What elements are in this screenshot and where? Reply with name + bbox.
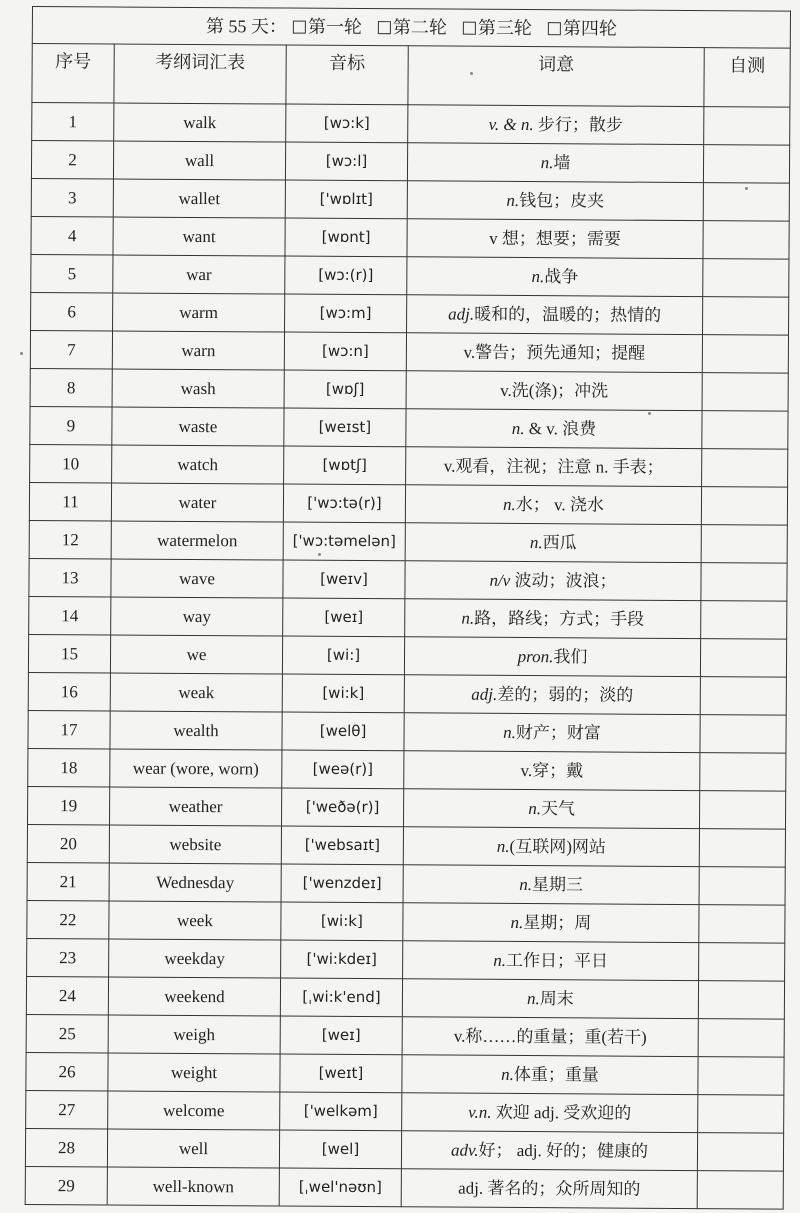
row-meaning <box>405 561 701 601</box>
row-number: 25 <box>26 1014 108 1053</box>
row-word: we <box>110 635 282 674</box>
meaning-text: v 想；想要；需要 <box>489 228 622 249</box>
row-word: warm <box>113 293 285 332</box>
header-meaning: 词意 <box>408 46 704 107</box>
row-meaning <box>405 523 701 563</box>
table-row <box>30 330 788 373</box>
round-4-checkbox[interactable] <box>548 22 561 35</box>
table-row <box>32 103 790 146</box>
meaning-text: v.观看，注视；注意 n. 手表； <box>443 456 664 477</box>
table-row <box>29 558 787 601</box>
meaning-text: v.洗(涤)；冲洗 <box>500 380 609 401</box>
meaning-text: adj. 著名的；众所周知的 <box>458 1178 641 1199</box>
part-of-speech: n. <box>540 153 554 173</box>
table-row <box>25 1166 783 1209</box>
row-word: wealth <box>110 711 282 750</box>
table-row <box>29 520 787 563</box>
scan-speck <box>318 553 321 556</box>
round-2-checkbox[interactable] <box>378 21 391 34</box>
scan-speck <box>745 187 748 190</box>
part-of-speech: adj. <box>448 304 475 324</box>
meaning-text: 钱包；皮夹 <box>519 190 605 211</box>
scan-speck <box>470 72 473 75</box>
row-phonetic: [weə(r)] <box>282 750 404 789</box>
row-phonetic: [wɒʃ] <box>284 370 406 409</box>
row-meaning <box>403 865 699 905</box>
table-row <box>30 444 788 487</box>
row-phonetic: [ˌwel'nəʊn] <box>279 1168 401 1207</box>
meaning-text: 暖和的，温暖的；热情的 <box>474 304 662 325</box>
meaning-text: 西瓜 <box>542 533 577 553</box>
row-phonetic: [wi:k] <box>281 902 403 941</box>
row-self-test-cell[interactable] <box>703 259 789 298</box>
table-row <box>27 900 785 943</box>
row-meaning <box>402 1055 698 1095</box>
row-self-test-cell[interactable] <box>699 867 785 906</box>
row-phonetic: [wel] <box>279 1130 401 1169</box>
meaning-text: 欢迎 adj. 受欢迎的 <box>491 1102 632 1123</box>
row-meaning <box>407 295 703 335</box>
row-phonetic: [weɪv] <box>283 560 405 599</box>
row-meaning <box>407 257 703 297</box>
row-word: weekend <box>108 977 280 1016</box>
row-self-test-cell[interactable] <box>699 829 785 868</box>
meaning-text: v.穿；戴 <box>520 760 584 781</box>
row-number: 17 <box>28 710 110 749</box>
meaning-text: 好； adj. 好的；健康的 <box>478 1140 649 1161</box>
row-self-test-cell[interactable] <box>701 487 787 526</box>
row-meaning <box>408 105 704 145</box>
header-number: 序号 <box>32 44 114 103</box>
row-word: week <box>109 901 281 940</box>
row-meaning <box>405 599 701 639</box>
row-phonetic: [wɒtʃ] <box>284 446 406 485</box>
row-word: weekday <box>109 939 281 978</box>
row-self-test-cell[interactable] <box>700 639 786 678</box>
round-1-checkbox[interactable] <box>293 21 306 34</box>
sheet-title <box>32 7 790 49</box>
part-of-speech: n. <box>528 799 542 819</box>
row-word: way <box>111 597 283 636</box>
part-of-speech: n/v <box>489 570 511 590</box>
row-phonetic: [weɪst] <box>284 408 406 447</box>
meaning-text: v.称……的重量；重(若干) <box>453 1026 647 1047</box>
row-word: website <box>109 825 281 864</box>
meaning-text: & v. 浪费 <box>524 419 597 439</box>
row-self-test-cell[interactable] <box>702 335 788 374</box>
row-word: wash <box>112 369 284 408</box>
row-meaning <box>403 789 699 829</box>
meaning-text: 墙 <box>553 153 571 173</box>
row-phonetic: [weɪt] <box>280 1054 402 1093</box>
meaning-text: 体重；重量 <box>513 1064 599 1085</box>
table-row <box>27 938 785 981</box>
row-phonetic: [weɪ] <box>283 598 405 637</box>
row-self-test-cell[interactable] <box>699 791 785 830</box>
row-self-test-cell[interactable] <box>703 221 789 260</box>
row-phonetic: [wi:k] <box>282 674 404 713</box>
table-row <box>29 596 787 639</box>
row-self-test-cell[interactable] <box>697 1171 783 1210</box>
row-self-test-cell[interactable] <box>700 715 786 754</box>
row-phonetic: ['weðə(r)] <box>281 788 403 827</box>
row-self-test-cell[interactable] <box>699 905 785 944</box>
row-word: Wednesday <box>109 863 281 902</box>
row-number: 10 <box>30 444 112 483</box>
row-number: 26 <box>26 1052 108 1091</box>
row-number: 9 <box>30 406 112 445</box>
row-number: 1 <box>32 103 114 142</box>
part-of-speech: n. <box>519 874 533 895</box>
meaning-text: 星期三 <box>531 875 584 895</box>
part-of-speech: n. <box>461 608 475 628</box>
row-phonetic: ['wɔ:təmelən] <box>283 522 405 561</box>
row-phonetic: ['wi:kdeɪ] <box>281 940 403 979</box>
vocabulary-table <box>25 6 791 1210</box>
table-row <box>27 862 785 905</box>
table-row <box>29 482 787 525</box>
table-row <box>27 824 785 867</box>
row-meaning <box>402 1093 698 1133</box>
row-meaning <box>403 941 699 981</box>
part-of-speech: v. & n. <box>488 114 534 135</box>
row-number: 11 <box>29 482 111 521</box>
row-number: 22 <box>27 900 109 939</box>
row-self-test-cell[interactable] <box>701 563 787 602</box>
row-meaning <box>407 143 703 183</box>
row-number: 27 <box>26 1090 108 1129</box>
row-self-test-cell[interactable] <box>700 677 786 716</box>
row-meaning <box>407 219 703 259</box>
part-of-speech: n. <box>502 494 516 514</box>
meaning-text: 我们 <box>553 647 588 667</box>
round-1-label: 第一轮 <box>307 16 362 38</box>
row-meaning <box>401 1169 697 1209</box>
row-word: war <box>113 255 285 294</box>
row-number: 7 <box>30 330 112 369</box>
row-word: water <box>111 483 283 522</box>
table-row <box>25 1128 783 1171</box>
row-phonetic: [wɔ:(r)] <box>285 256 407 295</box>
row-self-test-cell[interactable] <box>703 297 789 336</box>
row-meaning <box>406 409 702 449</box>
row-phonetic: ['wenzdeɪ] <box>281 864 403 903</box>
row-meaning <box>403 903 699 943</box>
scan-speck <box>648 412 651 415</box>
header-phonetic: 音标 <box>286 45 408 105</box>
row-phonetic: ['wɒlɪt] <box>285 180 407 219</box>
row-word: weight <box>108 1053 280 1092</box>
meaning-text: 波动；波浪； <box>510 570 617 591</box>
row-phonetic: [wɔ:k] <box>286 104 408 143</box>
row-word: walk <box>114 103 286 142</box>
row-self-test-cell[interactable] <box>701 601 787 640</box>
part-of-speech: n. <box>503 722 517 742</box>
round-3-checkbox[interactable] <box>463 22 476 35</box>
header-word: 考纲词汇表 <box>114 44 286 104</box>
row-self-test-cell[interactable] <box>704 107 790 146</box>
row-word: weather <box>109 787 281 826</box>
part-of-speech: pron. <box>517 646 554 667</box>
table-row <box>30 368 788 411</box>
row-meaning <box>404 637 700 677</box>
row-phonetic: [weɪ] <box>280 1016 402 1055</box>
row-self-test-cell[interactable] <box>699 943 785 982</box>
row-number: 14 <box>29 596 111 635</box>
row-self-test-cell[interactable] <box>702 411 788 450</box>
row-word: weak <box>110 673 282 712</box>
row-word: wear (wore, worn) <box>110 749 282 788</box>
round-4-label: 第四轮 <box>562 18 617 39</box>
row-self-test-cell[interactable] <box>702 449 788 488</box>
row-number: 12 <box>29 520 111 559</box>
part-of-speech: n. <box>501 1064 514 1084</box>
row-number: 28 <box>25 1128 107 1167</box>
row-self-test-cell[interactable] <box>698 981 784 1020</box>
table-row <box>26 1090 784 1133</box>
table-row <box>31 216 789 259</box>
meaning-text: 工作日；平日 <box>505 950 609 971</box>
vocabulary-sheet <box>25 6 790 1210</box>
row-self-test-cell[interactable] <box>698 1019 784 1058</box>
table-row <box>31 254 789 297</box>
table-row <box>30 406 788 449</box>
row-meaning <box>407 181 703 221</box>
row-number: 3 <box>31 178 113 217</box>
meaning-text: 步行；散步 <box>533 115 623 135</box>
row-meaning <box>404 675 700 715</box>
row-number: 24 <box>26 976 108 1015</box>
table-row <box>28 786 786 829</box>
row-self-test-cell[interactable] <box>702 373 788 412</box>
header-self-test: 自测 <box>704 48 790 108</box>
meaning-text: 战争 <box>544 267 579 287</box>
row-word: wallet <box>113 179 285 218</box>
meaning-text: (互联网)网站 <box>509 836 606 857</box>
row-number: 13 <box>29 558 111 597</box>
row-self-test-cell[interactable] <box>698 1095 784 1134</box>
meaning-text: 周末 <box>539 989 574 1009</box>
row-word: watch <box>112 445 284 484</box>
row-phonetic: [ˌwi:k'end] <box>280 978 402 1017</box>
row-word: well-known <box>107 1167 279 1206</box>
meaning-text: 财产；财富 <box>515 722 602 743</box>
table-row <box>28 672 786 715</box>
row-word: wall <box>113 141 285 180</box>
row-self-test-cell[interactable] <box>698 1057 784 1096</box>
part-of-speech: adv. <box>450 1140 479 1160</box>
part-of-speech: n. <box>529 533 543 553</box>
part-of-speech: n. <box>506 190 520 210</box>
row-meaning <box>402 979 698 1019</box>
part-of-speech: n. <box>527 989 540 1009</box>
row-phonetic: ['websaɪt] <box>281 826 403 865</box>
round-2-label: 第二轮 <box>392 17 447 38</box>
table-row <box>28 748 786 791</box>
part-of-speech: n. <box>496 836 510 856</box>
meaning-text: 差的；弱的；淡的 <box>497 684 634 705</box>
row-phonetic: [wɒnt] <box>285 218 407 257</box>
meaning-text: 星期；周 <box>523 913 592 933</box>
row-word: want <box>113 217 285 256</box>
row-number: 6 <box>31 292 113 331</box>
row-number: 2 <box>31 141 113 180</box>
row-number: 21 <box>27 862 109 901</box>
row-phonetic: ['wɔ:tə(r)] <box>283 484 405 523</box>
row-meaning <box>404 713 700 753</box>
table-row <box>31 178 789 221</box>
row-number: 5 <box>31 254 113 293</box>
table-row <box>26 976 784 1019</box>
scan-speck <box>20 352 23 355</box>
row-meaning <box>401 1131 697 1171</box>
row-number: 16 <box>28 672 110 711</box>
row-meaning <box>402 1017 698 1057</box>
header-row <box>32 44 790 108</box>
table-row <box>31 141 789 184</box>
row-word: waste <box>112 407 284 446</box>
row-number: 15 <box>28 634 110 673</box>
part-of-speech: n. <box>531 267 545 287</box>
part-of-speech: n. <box>493 950 507 970</box>
row-self-test-cell[interactable] <box>703 145 789 184</box>
row-meaning <box>406 333 702 373</box>
row-self-test-cell[interactable] <box>697 1133 783 1172</box>
row-meaning <box>405 485 701 525</box>
day-label: 第 55 天： <box>205 16 287 37</box>
row-number: 20 <box>27 824 109 863</box>
title-row <box>32 7 790 49</box>
row-word: weigh <box>108 1015 280 1054</box>
part-of-speech: v.n. <box>468 1102 492 1122</box>
row-meaning <box>404 751 700 791</box>
row-word: welcome <box>108 1091 280 1130</box>
row-number: 23 <box>27 938 109 977</box>
part-of-speech: n. <box>511 418 525 439</box>
round-3-label: 第三轮 <box>477 17 532 39</box>
row-phonetic: ['welkəm] <box>280 1092 402 1131</box>
row-word: well <box>107 1129 279 1168</box>
row-number: 4 <box>31 216 113 255</box>
row-meaning <box>403 827 699 867</box>
row-number: 18 <box>28 748 110 787</box>
vocabulary-rows <box>25 103 790 1210</box>
row-phonetic: [wi:] <box>282 636 404 675</box>
part-of-speech: n. <box>510 912 524 933</box>
row-phonetic: [wɔ:l] <box>285 142 407 181</box>
row-phonetic: [wɔ:m] <box>285 294 407 333</box>
row-self-test-cell[interactable] <box>700 753 786 792</box>
row-self-test-cell[interactable] <box>701 525 787 564</box>
meaning-text: 天气 <box>540 799 576 819</box>
table-row <box>26 1014 784 1057</box>
part-of-speech: adj. <box>471 684 498 704</box>
row-number: 29 <box>25 1166 107 1205</box>
row-phonetic: [wɔ:n] <box>284 332 406 371</box>
table-row <box>28 634 786 677</box>
row-meaning <box>406 447 702 487</box>
row-word: wave <box>111 559 283 598</box>
row-number: 19 <box>28 786 110 825</box>
row-word: watermelon <box>111 521 283 560</box>
meaning-text: 路，路线；方式；手段 <box>474 608 645 629</box>
table-row <box>28 710 786 753</box>
row-number: 8 <box>30 368 112 407</box>
table-row <box>26 1052 784 1095</box>
table-row <box>31 292 789 335</box>
row-word: warn <box>112 331 284 370</box>
meaning-text: 水； v. 浇水 <box>515 494 604 515</box>
row-phonetic: [welθ] <box>282 712 404 751</box>
row-meaning <box>406 371 702 411</box>
meaning-text: v.警告；预先通知；提醒 <box>463 342 646 363</box>
